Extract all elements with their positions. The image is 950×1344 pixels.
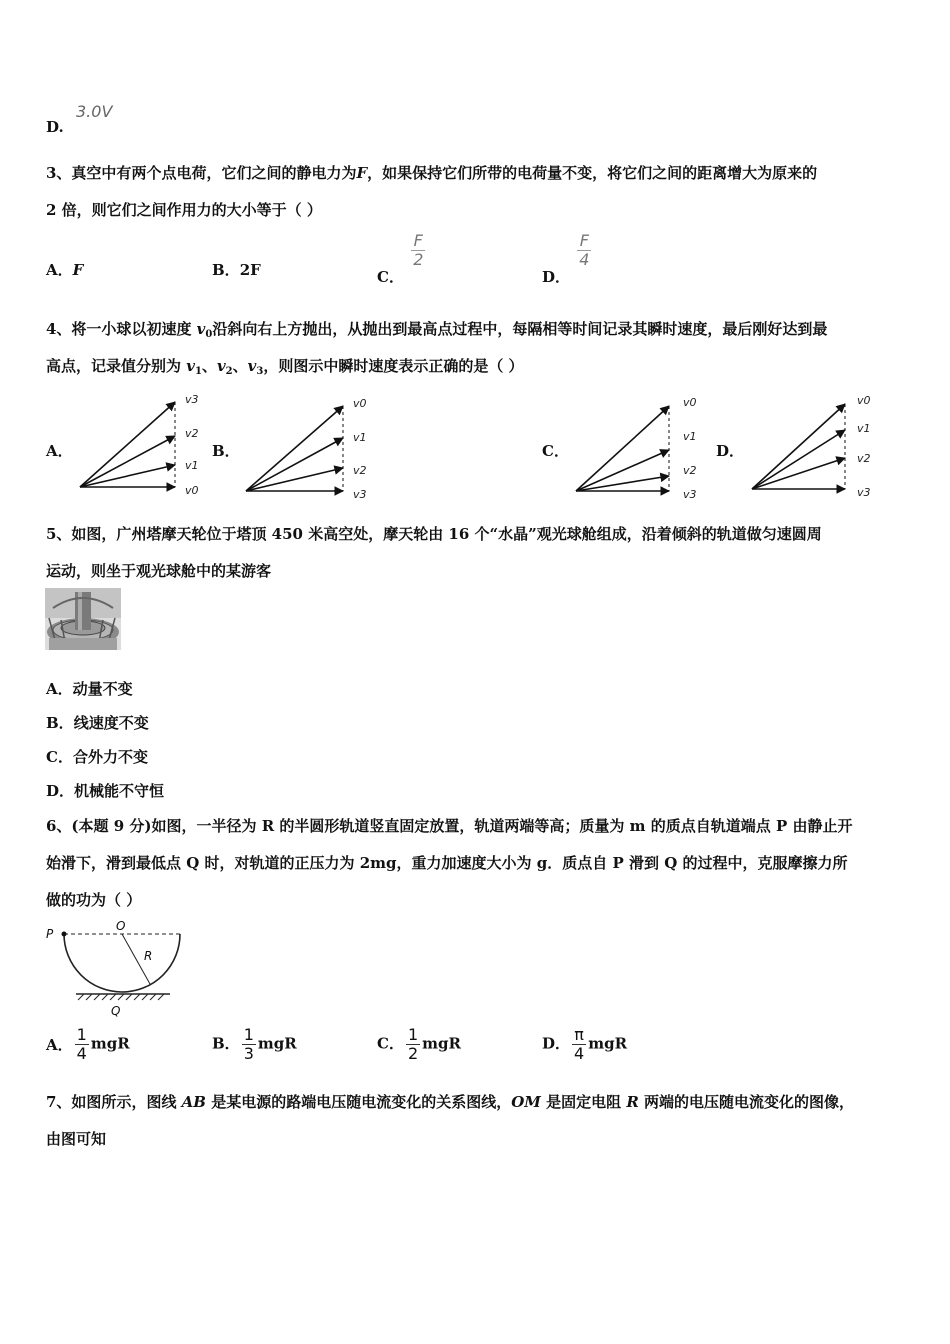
q4b-arrow-v2: [246, 468, 343, 491]
q3-option-c-fraction: [411, 232, 425, 269]
q6-stem-line2: 始滑下，滑到最低点 Q 时，对轨道的正压力为 2mg，重力加速度大小为 g．质点自 P 滑到 Q 的过程中，克服摩擦力所: [46, 854, 848, 872]
q4-stem-v1-sub: 1: [194, 366, 202, 377]
q4d-arrow-v2: [752, 458, 845, 489]
q7-stem-ab: AB: [181, 1093, 206, 1111]
q3-option-d-num: F: [579, 231, 589, 250]
q4-diagram-a: [70, 390, 210, 502]
q6-ground-hatch: [78, 994, 164, 1000]
q2-option-d-label: D.: [46, 118, 64, 136]
q6-label-p: P: [46, 927, 54, 941]
q6-option-c-label: C．: [377, 1034, 404, 1053]
q6-option-b[interactable]: [212, 1026, 297, 1063]
q5-tower-photo: [45, 588, 121, 650]
q5-stem-line2: 运动，则坐于观光球舱中的某游客: [46, 562, 272, 580]
q7-stem-text-c: 是固定电阻: [540, 1093, 627, 1111]
q4-stem-v2: v: [216, 357, 226, 375]
q5-option-c-label: C．: [46, 748, 73, 766]
q4-stem-sep2: 、: [232, 357, 248, 375]
q4b-label-2: v1: [353, 431, 367, 444]
q4d-label-2: v1: [857, 422, 871, 435]
q3-option-a-label: A．: [46, 261, 73, 279]
q3-option-d-den: 4: [579, 250, 590, 269]
q4-stem-text-d: ，则图示中瞬时速度表示正确的是（ ）: [263, 357, 524, 375]
q6-option-c[interactable]: [377, 1026, 461, 1063]
q4-stem-v3: v: [247, 357, 257, 375]
q6-point-p: [62, 932, 67, 937]
q7-stem-line2: 由图可知: [46, 1130, 107, 1148]
q5-option-b[interactable]: [46, 712, 149, 733]
q4c-label-3: v2: [683, 464, 697, 477]
q4-diagram-d: [742, 392, 892, 504]
q6-option-d-label: D．: [542, 1034, 571, 1053]
q3-stem-line1: [46, 162, 817, 183]
q4-stem-v0-sub: 0: [205, 329, 213, 340]
q6-option-a-den: 4: [76, 1044, 87, 1063]
q4d-arrow-v1: [752, 430, 845, 489]
q7-stem-om: OM: [511, 1093, 541, 1111]
q6-option-c-unit: mgR: [422, 1034, 461, 1053]
q6-stem-line3: 做的功为（ ）: [46, 891, 142, 909]
q3-option-a-text: F: [72, 261, 84, 279]
q5-option-d-label: D．: [46, 782, 75, 800]
q4a-arrow-v1: [80, 465, 175, 487]
q6-option-c-fraction: [406, 1026, 420, 1063]
q6-option-d-num: π: [574, 1025, 584, 1044]
q5-option-b-label: B．: [46, 714, 74, 732]
q4b-arrow-v1: [246, 438, 343, 491]
q2-option-d-value: 3.0V: [76, 102, 113, 121]
q6-option-d[interactable]: [542, 1026, 627, 1063]
q5-option-d-text: 机械能不守恒: [74, 782, 165, 800]
q5-option-c[interactable]: [46, 746, 148, 767]
q5-option-a-text: 动量不变: [72, 680, 133, 698]
q6-label-q: Q: [111, 1004, 121, 1018]
q6-option-b-label: B．: [212, 1034, 240, 1053]
q6-stem-line1: 6、(本题 9 分)如图，一半径为 R 的半圆形轨道竖直固定放置，轨道两端等高；质量为 m 的质点自轨道端点 P 由静止开: [46, 817, 853, 835]
q6-option-a-fraction: [75, 1026, 89, 1063]
q4-option-c-label[interactable]: C．: [542, 442, 569, 460]
q4b-arrow-v0: [246, 406, 343, 491]
q4-diagram-b: [236, 394, 386, 504]
q3-option-c-num: F: [413, 231, 423, 250]
q3-stem-line2: 2 倍，则它们之间作用力的大小等于（ ）: [46, 201, 322, 219]
q4d-label-1: v0: [857, 394, 871, 407]
q4d-arrow-v0: [752, 404, 845, 489]
q4-option-a-label[interactable]: A．: [46, 442, 73, 460]
q5-option-d[interactable]: [46, 780, 164, 801]
q6-option-c-num: 1: [407, 1025, 419, 1044]
q3-option-b-text: 2F: [239, 261, 261, 279]
q4-stem-text-a: 4、将一小球以初速度: [46, 320, 197, 338]
q4c-arrow-v1: [576, 450, 669, 491]
q6-label-o: O: [116, 919, 126, 933]
q5-option-b-text: 线速度不变: [73, 714, 149, 732]
q3-stem-text-b: ，如果保持它们所带的电荷量不变，将它们之间的距离增大为原来的: [367, 164, 818, 182]
q6-option-a-label: A．: [46, 1035, 73, 1054]
q3-option-c-den: 2: [413, 250, 424, 269]
q7-stem-line1: [46, 1091, 854, 1112]
q6-semicircle-figure: [42, 916, 188, 1022]
q4d-label-4: v3: [857, 486, 871, 499]
q4-option-b-label[interactable]: B．: [212, 442, 240, 460]
q3-option-c[interactable]: [377, 231, 427, 286]
q7-stem-text-d: 两端的电压随电流变化的图像，: [638, 1093, 855, 1111]
q4-stem-sep1: 、: [201, 357, 217, 375]
q6-option-a-unit: mgR: [90, 1034, 130, 1053]
q6-track-arc: [64, 934, 180, 992]
q3-option-c-label: C．: [377, 267, 404, 286]
q4a-label-1: v3: [185, 393, 199, 406]
q3-option-a[interactable]: [46, 259, 83, 280]
q4-option-d-label[interactable]: D．: [716, 442, 745, 460]
q6-option-d-unit: mgR: [588, 1034, 628, 1053]
q6-option-b-num: 1: [243, 1025, 254, 1044]
q5-stem-line1: 5、如图，广州塔摩天轮位于塔顶 450 米高空处，摩天轮由 16 个“水晶”观光球舱组成，沿着倾斜的轨道做匀速圆周: [46, 525, 822, 543]
q6-option-b-unit: mgR: [257, 1034, 297, 1053]
q4b-label-1: v0: [353, 397, 367, 410]
q4c-label-1: v0: [683, 396, 697, 409]
q4a-label-3: v1: [185, 459, 199, 472]
q4b-label-4: v3: [353, 488, 367, 501]
q6-option-d-den: 4: [574, 1044, 585, 1063]
q4-stem-v0: v: [196, 320, 206, 338]
q6-option-d-fraction: [572, 1026, 586, 1063]
q4c-label-2: v1: [683, 430, 697, 443]
q5-option-a-label: A．: [46, 680, 73, 698]
q7-stem-r: R: [626, 1093, 639, 1111]
q6-option-c-den: 2: [407, 1044, 419, 1063]
q7-stem-text-a: 7、如图所示，图线: [46, 1093, 182, 1111]
q3-option-b[interactable]: [212, 259, 261, 280]
q3-option-d[interactable]: [542, 231, 593, 286]
q6-label-r: R: [144, 949, 153, 963]
q5-option-a[interactable]: [46, 678, 133, 699]
q3-stem-text-a: 3、真空中有两个点电荷，它们之间的静电力为: [46, 164, 357, 182]
q4-stem-v3-sub: 3: [256, 366, 264, 377]
q4-stem-text-b: 沿斜向右上方抛出，从抛出到最高点过程中，每隔相等时间记录其瞬时速度，最后刚好达到最: [212, 320, 828, 338]
q7-stem-text-b: 是某电源的路端电压随电流变化的关系图线，: [206, 1093, 512, 1111]
q6-option-a[interactable]: [46, 1026, 130, 1063]
q4b-label-3: v2: [353, 464, 367, 477]
q5-option-c-text: 合外力不变: [72, 748, 148, 766]
q4-stem-v2-sub: 2: [225, 366, 233, 377]
q4-stem-line1: [46, 318, 827, 340]
q4c-label-4: v3: [683, 488, 697, 501]
q6-option-b-den: 3: [243, 1044, 254, 1063]
q4a-label-4: v0: [185, 484, 199, 497]
q4-stem-line2: [46, 355, 524, 377]
q3-option-d-fraction: [577, 232, 591, 269]
q4d-label-3: v2: [857, 452, 871, 465]
q6-option-a-num: 1: [76, 1025, 87, 1044]
q4-stem-v1: v: [186, 357, 195, 375]
q3-option-b-label: B．: [212, 261, 240, 279]
q6-option-b-fraction: [242, 1026, 256, 1063]
q3-option-d-label: D．: [542, 267, 571, 286]
q4-stem-text-c: 高点，记录值分别为: [46, 357, 187, 375]
q4-diagram-c: [566, 394, 716, 504]
q4a-label-2: v2: [185, 427, 199, 440]
q3-stem-f: F: [356, 164, 368, 182]
